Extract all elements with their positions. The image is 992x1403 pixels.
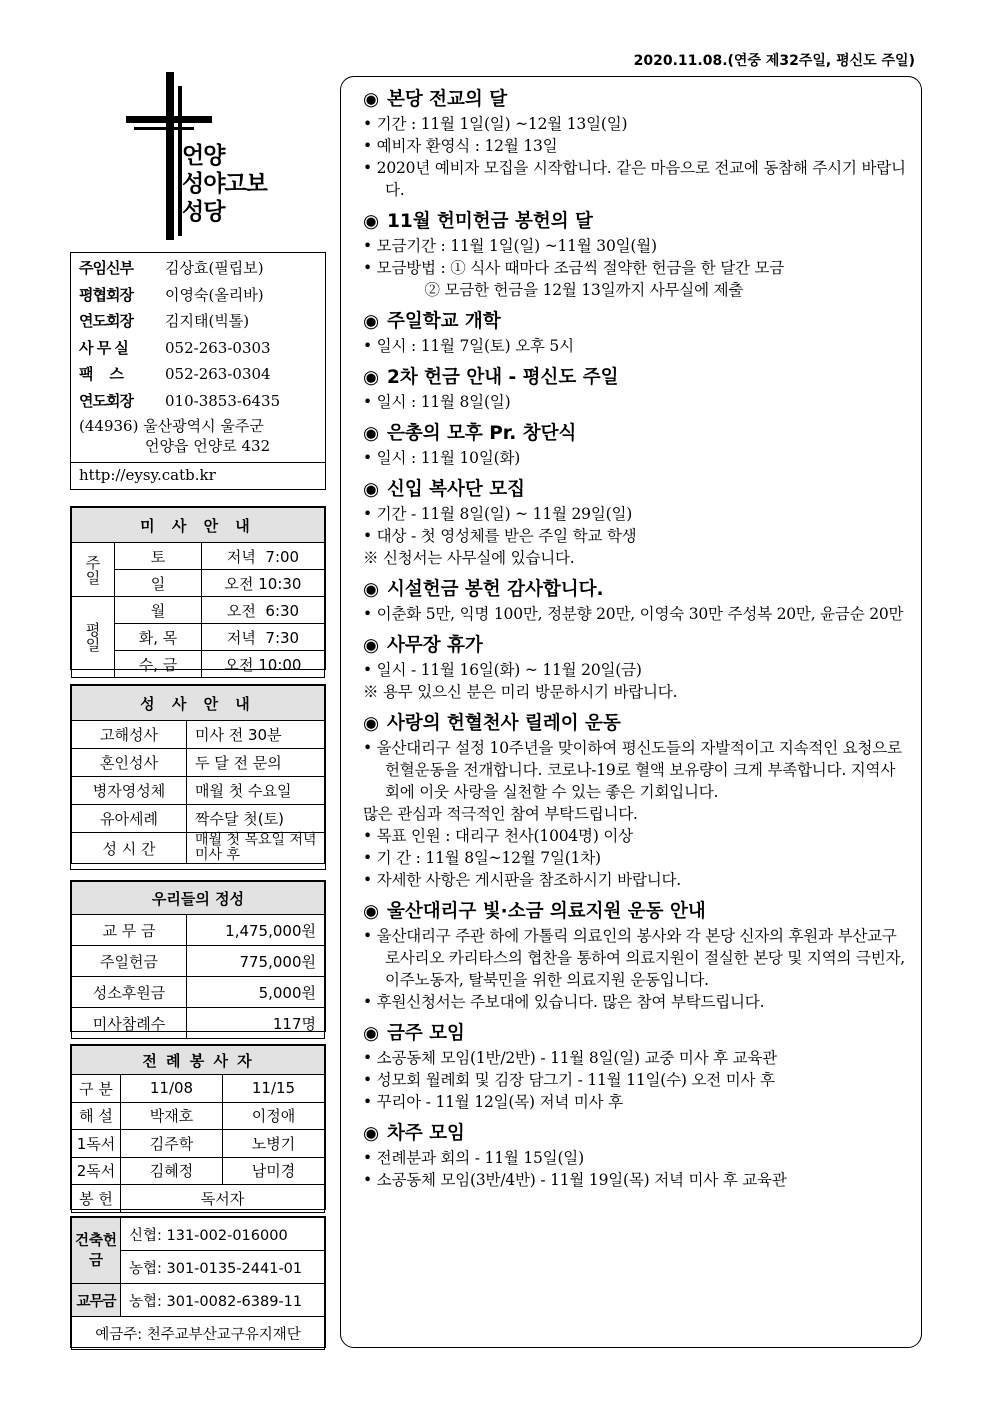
section-heading [363, 209, 909, 235]
date-line: 2020.11.08.(연중 제32주일, 평신도 주일) [633, 53, 915, 69]
section-heading [363, 633, 909, 659]
section-title: 주일학교 개학 [387, 311, 501, 332]
section-item: • 대상 - 첫 영성체를 받은 주일 학교 학생 [363, 527, 637, 545]
website-link[interactable]: http://eysy.catb.kr [71, 462, 325, 487]
cross-vertical-bar [166, 72, 174, 240]
section-item: • 예비자 환영식 : 12월 13일 [363, 137, 558, 155]
offering-summary [70, 880, 326, 1032]
server-b: 11/15 [223, 1075, 325, 1103]
building-fund-label: 건축헌금 [72, 1218, 121, 1284]
section-item: • 후원신청서는 주보대에 있습니다. 많은 참여 부탁드립니다. [363, 993, 765, 1011]
info-value: 이영숙(올리바) [165, 285, 264, 304]
info-row [79, 255, 317, 282]
weekday-label: 평일 [72, 597, 115, 678]
sacrament-value: 미사 전 30분 [187, 721, 325, 749]
announcement-section [363, 209, 909, 309]
info-label: 연도회장 [79, 312, 133, 330]
info-label: 팩 스 [79, 365, 123, 383]
server-a: 김주학 [121, 1130, 223, 1158]
section-item: • 모금방법 : ① 식사 때마다 조금씩 절약한 헌금을 한 달간 모금 [363, 259, 785, 277]
section-gap [363, 1191, 909, 1199]
announcements-panel [340, 76, 922, 1348]
info-label: 연도회장 [79, 391, 133, 410]
announcement-section [363, 633, 909, 711]
church-info-box [70, 252, 326, 490]
bullet-icon: ◉ [363, 311, 380, 332]
announcement-section [363, 309, 909, 365]
section-heading [363, 87, 909, 113]
section-gap [363, 301, 909, 309]
section-title: 본당 전교의 달 [387, 89, 508, 110]
church-logo [120, 72, 280, 242]
section-item: • 소공동체 모임(1반/2반) - 11월 8일(일) 교중 미사 후 교육관 [363, 1049, 777, 1067]
section-item: • 울산대리구 설정 10주년을 맞이하여 평신도들의 자발적이고 지속적인 요청으로 헌혈운동을 전개합니다. 코로나-19로 혈액 보유량이 크게 부족합니다. 지역사회에 이웃 사랑을 실천할 수 있는 좋은 기회입니다. [363, 739, 902, 801]
offering-name: 미사참례수 [72, 1008, 187, 1039]
info-row [79, 282, 317, 309]
logo-line-1: 언양 [182, 143, 225, 169]
section-item: • 울산대리구 주관 하에 가톨릭 의료인의 봉사와 각 본당 신자의 후원과 부산교구 로사리오 카리타스의 협찬을 통하여 의료지원이 절실한 본당 및 지역의 극빈자, 이주노동자, 탈북민을 위한 의료지원 운동입니다. [363, 927, 906, 989]
logo-line-2: 성야고보 [182, 171, 267, 197]
section-item: • 기간 - 11월 8일(일) ~ 11월 29일(일) [363, 505, 633, 523]
info-value: 010-3853-6435 [165, 391, 281, 410]
section-heading [363, 421, 909, 447]
section-title: 2차 헌금 안내 - 평신도 주일 [387, 367, 619, 388]
server-b: 이정애 [223, 1102, 325, 1130]
info-label: 주임신부 [79, 259, 133, 277]
section-gap [363, 1013, 909, 1021]
sacrament-name: 성 시 간 [72, 833, 187, 864]
section-gap [363, 703, 909, 711]
announcement-section [363, 899, 909, 1021]
section-heading [363, 1121, 909, 1147]
bullet-icon: ◉ [363, 901, 380, 922]
section-title: 시설헌금 봉헌 감사합니다. [387, 579, 604, 600]
section-item: • 2020년 예비자 모집을 시작합니다. 같은 마음으로 전교에 동참해 주시기 바랍니다. [363, 159, 906, 199]
sacrament-value: 짝수달 첫(토) [187, 805, 325, 833]
section-heading [363, 711, 909, 737]
info-row [79, 308, 317, 335]
server-role: 2독서 [72, 1157, 121, 1185]
section-item: • 목표 인원 : 대리구 천사(1004명) 이상 [363, 827, 633, 845]
account-holder: 예금주: 천주교부산교구유지재단 [72, 1317, 325, 1350]
servers-title: 전 례 봉 사 자 [72, 1046, 325, 1075]
server-b: 노병기 [223, 1130, 325, 1158]
announcement-section [363, 1121, 909, 1199]
mass-day: 토 [115, 543, 202, 570]
sacrament-name: 유아세례 [72, 805, 187, 833]
info-row [79, 388, 317, 415]
sacrament-title: 성 사 안 내 [72, 686, 325, 721]
mass-day: 수, 금 [115, 651, 202, 678]
section-item: • 꾸리아 - 11월 12일(목) 저녁 미사 후 [363, 1093, 623, 1111]
dues-account: 농협: 301-0082-6389-11 [121, 1284, 325, 1317]
server-offertory: 독서자 [121, 1185, 325, 1213]
section-title: 사랑의 헌혈천사 릴레이 운동 [387, 713, 621, 734]
section-title: 은총의 모후 Pr. 창단식 [387, 423, 577, 444]
address-line-1: (44936) 울산광역시 울주군 [79, 417, 264, 435]
section-heading [363, 365, 909, 391]
section-title: 11월 헌미헌금 봉헌의 달 [387, 211, 593, 232]
mass-day: 화, 목 [115, 624, 202, 651]
sunday-label: 주일 [72, 543, 115, 597]
liturgy-servers [70, 1044, 326, 1210]
sacrament-name: 고해성사 [72, 721, 187, 749]
sacrament-name: 병자영성체 [72, 777, 187, 805]
section-gap [363, 201, 909, 209]
section-item: • 일시 : 11월 10일(화) [363, 449, 521, 467]
info-label: 평협회장 [79, 285, 133, 304]
cross-horizontal-bar [126, 116, 212, 123]
sacrament-name: 혼인성사 [72, 749, 187, 777]
section-gap [363, 469, 909, 477]
section-title: 차주 모임 [387, 1123, 465, 1144]
sacrament-value: 두 달 전 문의 [187, 749, 325, 777]
offering-name: 교 무 금 [72, 915, 187, 946]
offering-title: 우리들의 정성 [72, 882, 325, 915]
announcement-section [363, 365, 909, 421]
info-row [79, 361, 317, 388]
church-address [79, 416, 317, 458]
announcement-section [363, 477, 909, 577]
section-item: • 일시 - 11월 16일(화) ~ 11월 20일(금) [363, 661, 642, 679]
section-gap [363, 357, 909, 365]
server-b: 남미경 [223, 1157, 325, 1185]
donation-accounts [70, 1216, 326, 1348]
info-value: 김상효(필립보) [165, 259, 264, 277]
server-role: 1독서 [72, 1130, 121, 1158]
server-a: 11/08 [121, 1075, 223, 1103]
section-gap [363, 891, 909, 899]
sacrament-schedule [70, 684, 326, 870]
announcement-list [363, 87, 909, 1199]
bullet-icon: ◉ [363, 211, 380, 232]
bullet-icon: ◉ [363, 579, 380, 600]
section-title: 금주 모임 [387, 1023, 465, 1044]
section-gap [363, 1113, 909, 1121]
section-item: • 성모회 월례회 및 김장 담그기 - 11월 11일(수) 오전 미사 후 [363, 1071, 775, 1089]
section-item: • 기간 : 11월 1일(일) ~12월 13일(일) [363, 115, 628, 133]
server-role: 해 설 [72, 1102, 121, 1130]
server-role: 구 분 [72, 1075, 121, 1103]
section-heading [363, 899, 909, 925]
section-item: ② 모금한 헌금을 12월 13일까지 사무실에 제출 [363, 281, 744, 299]
section-title: 울산대리구 빛·소금 의료지원 운동 안내 [387, 901, 706, 922]
section-item: • 모금기간 : 11월 1일(일) ~11월 30일(월) [363, 237, 657, 255]
section-item: • 일시 : 11월 7일(토) 오후 5시 [363, 337, 574, 355]
announcement-section [363, 87, 909, 209]
logo-line-3: 성당 [182, 199, 225, 225]
bullet-icon: ◉ [363, 635, 380, 656]
section-gap [363, 625, 909, 633]
server-a: 김혜정 [121, 1157, 223, 1185]
section-title: 신입 복사단 모집 [387, 479, 525, 500]
address-line-2: 언양읍 언양로 432 [145, 437, 271, 455]
announcement-section [363, 1021, 909, 1121]
dues-label: 교무금 [72, 1284, 121, 1317]
section-item: • 이춘화 5만, 익명 100만, 정분향 20만, 이영숙 30만 주성복 20만, 윤금순 20만 [363, 605, 904, 623]
cross-horizontal-bar-thin [134, 127, 194, 130]
building-account-2: 농협: 301-0135-2441-01 [121, 1251, 325, 1284]
offering-value: 1,475,000원 [187, 915, 325, 946]
mass-day: 월 [115, 597, 202, 624]
section-item: ※ 용무 있으신 분은 미리 방문하시기 바랍니다. [363, 683, 678, 701]
mass-schedule [70, 506, 326, 674]
section-item: • 소공동체 모임(3반/4반) - 11월 19일(목) 저녁 미사 후 교육관 [363, 1171, 787, 1189]
server-role: 봉 헌 [72, 1185, 121, 1213]
bullet-icon: ◉ [363, 479, 380, 500]
announcement-section [363, 421, 909, 477]
section-item: • 일시 : 11월 8일(일) [363, 393, 511, 411]
mass-day: 일 [115, 570, 202, 597]
mass-time: 오전 10:00 [202, 651, 325, 678]
mass-time: 오전 10:30 [202, 570, 325, 597]
section-gap [363, 569, 909, 577]
bullet-icon: ◉ [363, 1023, 380, 1044]
section-heading [363, 477, 909, 503]
offering-value: 5,000원 [187, 977, 325, 1008]
bullet-icon: ◉ [363, 367, 380, 388]
section-title: 사무장 휴가 [387, 635, 483, 656]
info-label: 사 무 실 [79, 338, 128, 357]
offering-name: 성소후원금 [72, 977, 187, 1008]
offering-value: 775,000원 [187, 946, 325, 977]
server-a: 박재호 [121, 1102, 223, 1130]
bullet-icon: ◉ [363, 423, 380, 444]
building-account-1: 신협: 131-002-016000 [121, 1218, 325, 1251]
sacrament-value: 매월 첫 수요일 [187, 777, 325, 805]
mass-time: 저녁 7:30 [202, 624, 325, 651]
offering-name: 주일헌금 [72, 946, 187, 977]
mass-title: 미 사 안 내 [72, 508, 325, 543]
announcement-section [363, 711, 909, 899]
section-heading [363, 1021, 909, 1047]
section-item: • 기 간 : 11월 8일~12월 7일(1차) [363, 849, 601, 867]
section-heading [363, 309, 909, 335]
bullet-icon: ◉ [363, 1123, 380, 1144]
section-item: ※ 신청서는 사무실에 있습니다. [363, 549, 575, 567]
announcement-section [363, 577, 909, 633]
section-item: • 자세한 사항은 게시판을 참조하시기 바랍니다. [363, 871, 681, 889]
section-heading [363, 577, 909, 603]
bullet-icon: ◉ [363, 89, 380, 110]
section-item: • 전례분과 회의 - 11월 15일(일) [363, 1149, 584, 1167]
section-gap [363, 413, 909, 421]
info-value: 김지태(빅톨) [165, 312, 250, 330]
mass-time: 저녁 7:00 [202, 543, 325, 570]
sacrament-value: 매월 첫 목요일 저녁미사 후 [187, 833, 325, 864]
info-value: 052-263-0304 [165, 365, 271, 383]
mass-time: 오전 6:30 [202, 597, 325, 624]
offering-value: 117명 [187, 1008, 325, 1039]
info-value: 052-263-0303 [165, 338, 271, 357]
section-item: 많은 관심과 적극적인 참여 부탁드립니다. [363, 805, 638, 823]
info-row [79, 335, 317, 362]
bullet-icon: ◉ [363, 713, 380, 734]
